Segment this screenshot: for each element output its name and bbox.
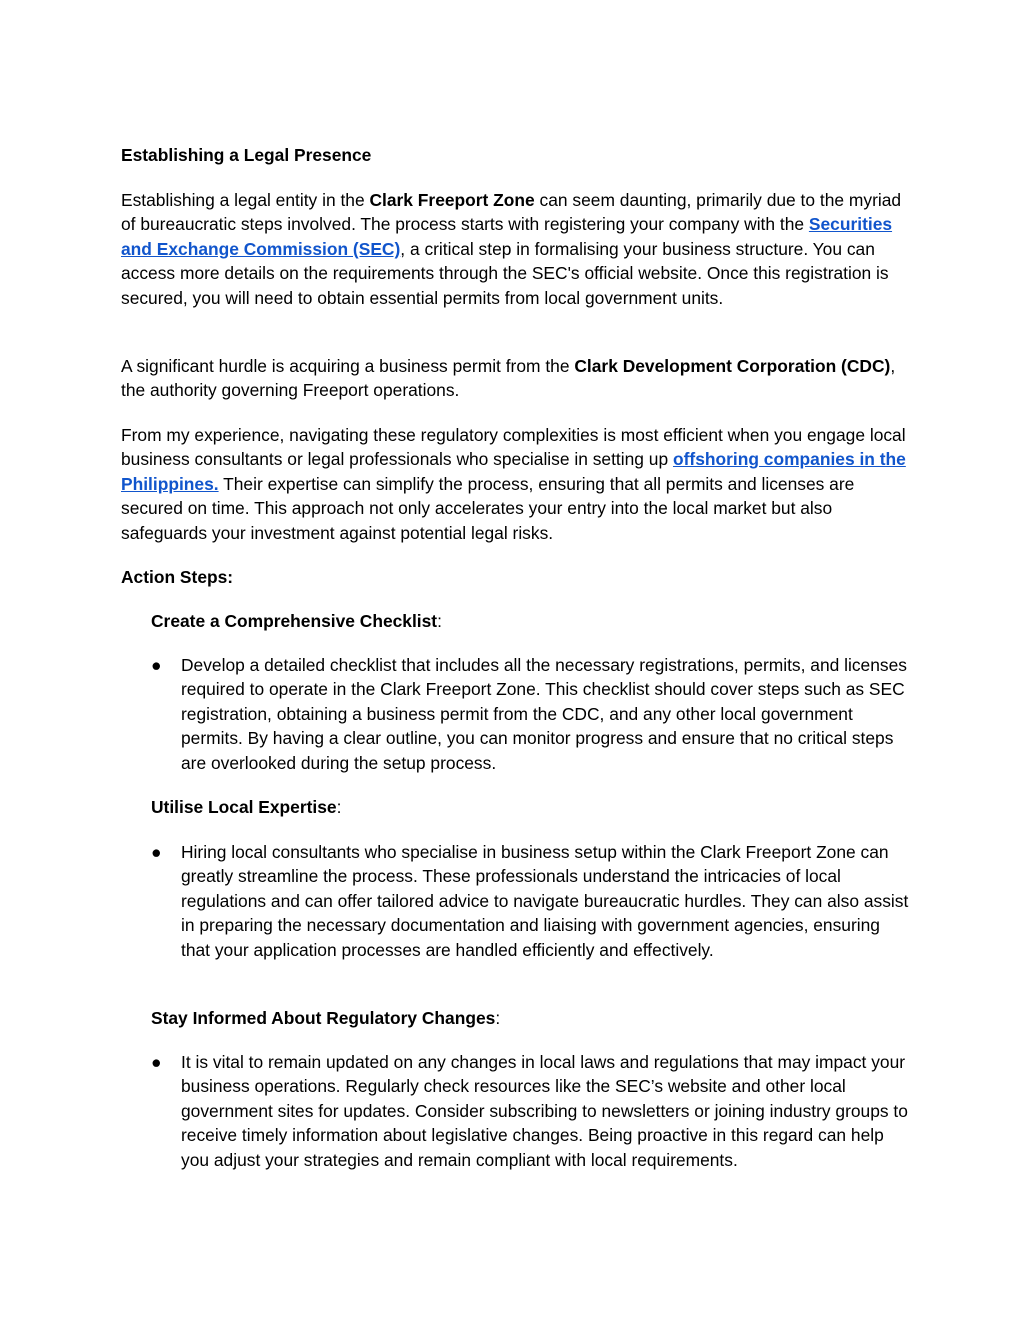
bullet-text: Hiring local consultants who specialise in business setup within the Clark Freeport Zone can greatly streamline the process. These professionals understand the intricacies of local regulations and can offer tailored advice to navigate bureaucratic hurdles. They can also assist in preparing the necessary documentation and liaising with government agencies, ensuring that your application processes are handled efficiently and effectively. [181, 842, 909, 960]
paragraph-intro [121, 188, 911, 310]
step-heading-regulatory-changes [151, 1006, 911, 1030]
step-title: Utilise Local Expertise [151, 797, 337, 817]
paragraph-text: A significant hurdle is acquiring a business permit from the [121, 356, 575, 376]
bold-term-clark-freeport-zone: Clark Freeport Zone [369, 190, 535, 210]
paragraph-text: From my experience, navigating these regulatory complexities is most efficient when you engage local business consultants or legal professionals who specialise in setting up [121, 425, 906, 470]
paragraph-text: , a critical step in formalising your business structure. You can access more details on the requirements through the SEC's official website. Once this registration is secured, you will need to obtain essential permits from local government units. [121, 238, 889, 308]
step-heading-checklist [151, 609, 911, 633]
link-sec[interactable]: Securities and Exchange Commission (SEC) [121, 214, 893, 259]
bullet-icon: ● [151, 842, 162, 862]
step-title: Stay Informed About Regulatory Changes [151, 1008, 496, 1028]
step-colon: : [336, 797, 342, 817]
paragraph-text: can seem daunting, primarily due to the myriad of bureaucratic steps involved. The process starts with registering your company with the [121, 190, 902, 235]
paragraph-text: Establishing a legal entity in the [121, 190, 370, 210]
bold-term-cdc: Clark Development Corporation (CDC) [574, 356, 891, 376]
bullet-icon: ● [151, 1052, 162, 1072]
action-steps-heading: Action Steps: [121, 567, 234, 587]
paragraph-text: Their expertise can simplify the process, ensuring that all permits and licenses are secured on time. This approach not only accelerates your entry into the local market but also safeguards your investment against potential legal risks. [121, 473, 855, 543]
step-colon: : [437, 611, 442, 631]
paragraph-text: , the authority governing Freeport operations. [121, 356, 896, 401]
step-heading-local-expertise [151, 795, 911, 819]
section-heading: Establishing a Legal Presence [121, 145, 372, 165]
step-title: Create a Comprehensive Checklist [151, 611, 438, 631]
bullet-icon: ● [151, 655, 162, 675]
paragraph-cdc [121, 354, 911, 403]
bullet-text: Develop a detailed checklist that includes all the necessary registrations, permits, and licenses required to operate in the Clark Freeport Zone. This checklist should cover steps such as SEC registration, obtaining a business permit from the CDC, and any other local government permits. By having a clear outline, you can monitor progress and ensure that no critical steps are overlooked during the setup process. [181, 655, 907, 773]
paragraph-experience [121, 423, 911, 545]
link-offshoring-companies[interactable]: offshoring companies in the Philippines. [121, 449, 906, 494]
bullet-text: It is vital to remain updated on any changes in local laws and regulations that may impact your business operations. Regularly check resources like the SEC’s website and other local government sites for updates. Consider subscribing to newsletters or joining industry groups to receive timely information about legislative changes. Being proactive in this regard can help you adjust your strategies and remain compliant with local requirements. [181, 1052, 908, 1170]
step-colon: : [495, 1008, 501, 1028]
